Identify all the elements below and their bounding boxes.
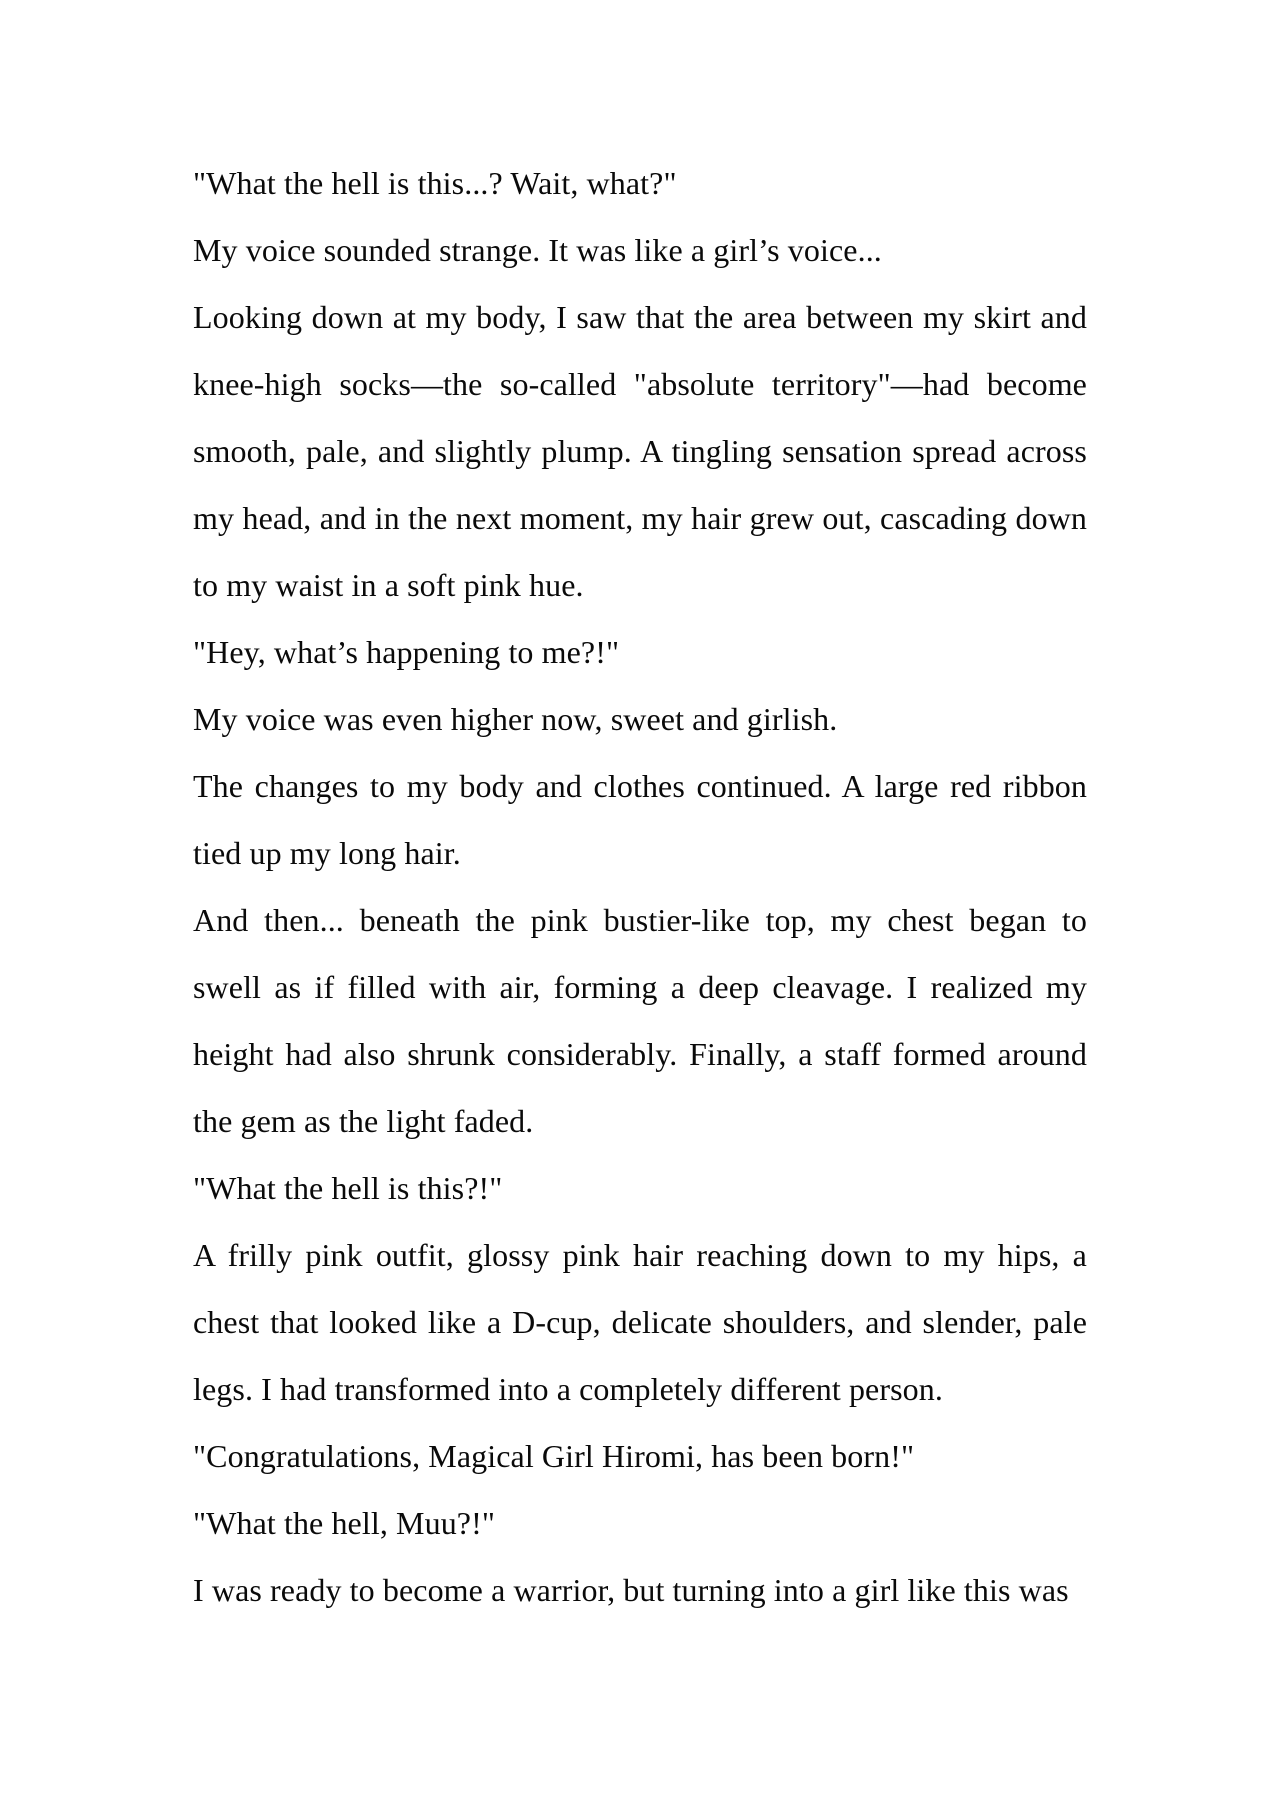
paragraph-dialogue-hey-whats-happening: "Hey, what’s happening to me?!" — [193, 634, 620, 670]
paragraph-dialogue-congratulations: "Congratulations, Magical Girl Hiromi, has been born!" — [193, 1438, 915, 1474]
paragraph-changes-continued: The changes to my body and clothes continued. A large red ribbon tied up my long hair. — [193, 768, 1087, 871]
paragraph-frilly-pink-outfit: A frilly pink outfit, glossy pink hair reaching down to my hips, a chest that looked like a D-cup, delicate shoulders, and slender, pale legs. I had transformed into a completely different person. — [193, 1237, 1087, 1407]
paragraph-dialogue-what-the-hell-2: "What the hell is this?!" — [193, 1170, 503, 1206]
paragraph-voice-higher: My voice was even higher now, sweet and girlish. — [193, 701, 838, 737]
paragraph-dialogue-what-the-hell: "What the hell is this...? Wait, what?" — [193, 165, 677, 201]
paragraph-dialogue-muu: "What the hell, Muu?!" — [193, 1505, 496, 1541]
paragraph-ready-warrior: I was ready to become a warrior, but turning into a girl like this was — [193, 1572, 1069, 1608]
paragraph-looking-down: Looking down at my body, I saw that the area between my skirt and knee-high socks—the so-called "absolute territory"—had become smooth, pale, and slightly plump. A tingling sensation spread across my head, and in the next moment, my hair grew out, cascading down to my waist in a soft pink hue. — [193, 299, 1087, 603]
paragraph-voice-strange: My voice sounded strange. It was like a girl’s voice... — [193, 232, 882, 268]
paragraph-and-then: And then... beneath the pink bustier-like top, my chest began to swell as if filled with air, forming a deep cleavage. I realized my height had also shrunk considerably. Finally, a staff formed around the gem as the light faded. — [193, 902, 1087, 1139]
